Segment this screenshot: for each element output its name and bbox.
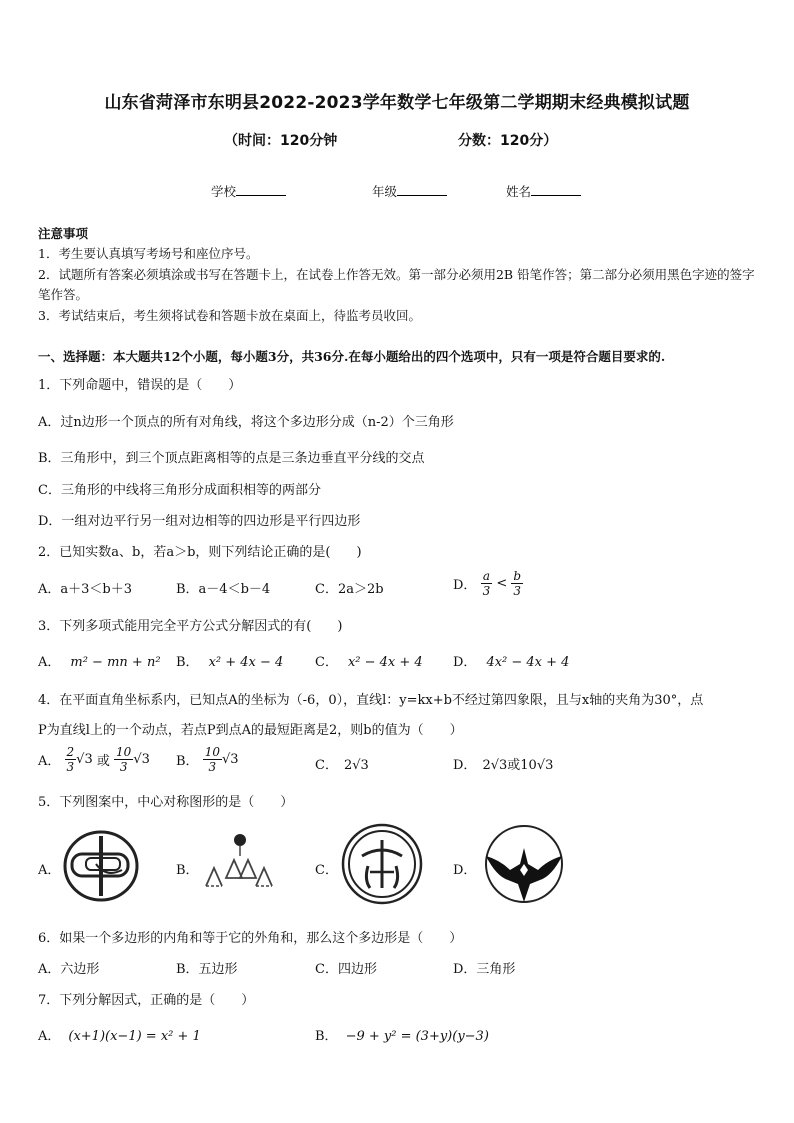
emblem-d-image <box>480 824 568 908</box>
time-label: （时间：120分钟 <box>224 133 338 149</box>
q2-d-den-a: 3 <box>482 584 491 598</box>
q4-a-sqrt-2: √3 <box>133 752 150 767</box>
emblem-a-image <box>62 828 140 904</box>
q6-option-b: B．五边形 <box>176 962 238 977</box>
q4-b-num: 10 <box>204 745 220 759</box>
q4-a-frac-1 <box>65 745 77 774</box>
q4-option-b <box>176 745 239 774</box>
q7-a-expr: (x+1)(x−1) = x² + 1 <box>68 1029 201 1044</box>
q6-option-c: C．四边形 <box>315 962 377 977</box>
q4-b-sqrt: √3 <box>221 752 239 767</box>
q4-option-a <box>38 745 150 774</box>
q5-stem: 5．下列图案中，中心对称图形的是（ ） <box>38 795 294 810</box>
score-label: 分数：120分） <box>458 133 558 149</box>
q5-option-d-label: D． <box>453 863 477 878</box>
q1-option-c: C．三角形的中线将三角形分成面积相等的两部分 <box>38 483 321 498</box>
q3-b-expr: x² + 4x − 4 <box>208 655 284 670</box>
q1-stem: 1．下列命题中，错误的是（ ） <box>38 378 242 393</box>
q4-a-num-1: 2 <box>66 745 75 759</box>
q4-b-frac <box>203 745 222 774</box>
q6-option-a: A．六边形 <box>38 962 100 977</box>
q2-d-label: D． <box>453 578 477 593</box>
q1-option-b: B．三角形中，到三个顶点距离相等的点是三条边垂直平分线的交点 <box>38 451 425 466</box>
name-label: 姓名 <box>506 184 532 199</box>
name-blank <box>531 183 581 196</box>
q4-option-d <box>453 754 553 773</box>
q6-option-d: D．三角形 <box>453 962 516 977</box>
q6-stem: 6．如果一个多边形的内角和等于它的外角和，那么这个多边形是（ ） <box>38 931 463 946</box>
school-blank <box>236 183 286 196</box>
grade-label: 年级 <box>372 184 398 199</box>
q4-c-label: C． <box>315 758 338 773</box>
q3-b-label: B． <box>176 655 199 670</box>
grade-blank <box>397 183 447 196</box>
q4-a-num-2: 10 <box>116 745 132 759</box>
q3-option-a <box>38 651 161 670</box>
q2-d-relation: < <box>496 576 508 591</box>
notes-heading: 注意事项 <box>38 226 89 241</box>
page-title: 山东省菏泽市东明县2022-2023学年数学七年级第二学期期末经典模拟试题 <box>104 93 690 113</box>
q2-d-num-a: a <box>481 569 493 584</box>
q4-line2: P为直线l上的一个动点，若点P到点A的最短距离是2，则b的值为（ ） <box>38 723 463 738</box>
emblem-c-image <box>340 822 424 906</box>
q3-option-d <box>453 651 569 670</box>
q2-d-den-b: 3 <box>513 584 522 598</box>
grade-field <box>372 182 447 200</box>
q3-c-label: C． <box>315 655 338 670</box>
q4-a-den-2: 3 <box>119 760 128 774</box>
q5-option-c-label: C． <box>315 863 338 878</box>
q3-d-expr: 4x² − 4x + 4 <box>486 655 570 670</box>
q7-b-expr: −9 + y² = (3+y)(y−3) <box>345 1029 489 1044</box>
q4-d-or: 或 <box>507 758 521 773</box>
q4-a-den-1: 3 <box>66 760 75 774</box>
q7-option-b <box>315 1025 489 1044</box>
q7-a-label: A． <box>38 1029 61 1044</box>
q3-option-c <box>315 651 423 670</box>
q3-c-expr: x² − 4x + 4 <box>347 655 423 670</box>
q4-a-frac-2 <box>114 745 133 774</box>
q2-option-a: A．a＋3＜b＋3 <box>38 582 133 597</box>
q1-option-d: D．一组对边平行另一组对边相等的四边形是平行四边形 <box>38 514 361 529</box>
q3-stem: 3．下列多项式能用完全平方公式分解因式的有( ) <box>38 619 343 634</box>
note-item-3: 3．考试结束后，考生须将试卷和答题卡放在桌面上，待监考员收回。 <box>38 308 421 323</box>
q3-d-label: D． <box>453 655 477 670</box>
q3-a-label: A． <box>38 655 61 670</box>
q7-b-label: B． <box>315 1029 338 1044</box>
emblem-b-image <box>200 826 276 890</box>
q4-line1: 4．在平面直角坐标系内，已知点A的坐标为（-6，0），直线l：y=kx+b不经过第四象限，且与x轴的夹角为30°，点 <box>38 693 704 708</box>
q2-option-c: C．2a＞2b <box>315 582 384 597</box>
q2-option-b: B．a－4＜b－4 <box>176 582 271 597</box>
q4-b-den: 3 <box>208 760 217 774</box>
q2-stem: 2．已知实数a、b，若a＞b，则下列结论正确的是( ) <box>38 545 362 560</box>
q4-d-expr-2: 10√3 <box>520 758 554 773</box>
q4-a-or: 或 <box>96 754 110 769</box>
q7-stem: 7．下列分解因式，正确的是（ ） <box>38 993 255 1008</box>
q3-a-expr: m² − mn + n² <box>70 655 161 670</box>
school-field <box>211 182 286 200</box>
q7-option-a <box>38 1025 201 1044</box>
name-field <box>506 182 581 200</box>
q2-d-frac-b <box>511 569 523 598</box>
q2-d-frac-a <box>481 569 493 598</box>
q2-d-num-b: b <box>513 569 522 583</box>
q1-option-a: A．过n边形一个顶点的所有对角线，将这个多边形分成（n-2）个三角形 <box>38 415 454 430</box>
note-item-1: 1．考生要认真填写考场号和座位序号。 <box>38 246 259 261</box>
school-label: 学校 <box>211 184 237 199</box>
note-item-2: 2．试题所有答案必须填涂或书写在答题卡上，在试卷上作答无效。第一部分必须用2B 铅笔作答；第二部分必须用黑色字迹的签字笔作答。 <box>38 267 755 302</box>
q3-option-b <box>176 651 283 670</box>
q2-option-d <box>453 569 523 598</box>
q4-d-expr-1: 2√3 <box>482 758 508 773</box>
section-heading: 一、选择题：本大题共12个小题，每小题3分，共36分.在每小题给出的四个选项中，只有一项是符合题目要求的. <box>38 349 666 364</box>
q4-c-expr: 2√3 <box>343 758 369 773</box>
q5-option-b-label: B． <box>176 863 199 878</box>
q4-b-label: B． <box>176 754 199 769</box>
q4-d-label: D． <box>453 758 477 773</box>
q4-a-sqrt-1: √3 <box>76 752 93 767</box>
q4-a-label: A． <box>38 754 61 769</box>
q5-option-a-label: A． <box>38 863 61 878</box>
q4-option-c <box>315 754 369 773</box>
